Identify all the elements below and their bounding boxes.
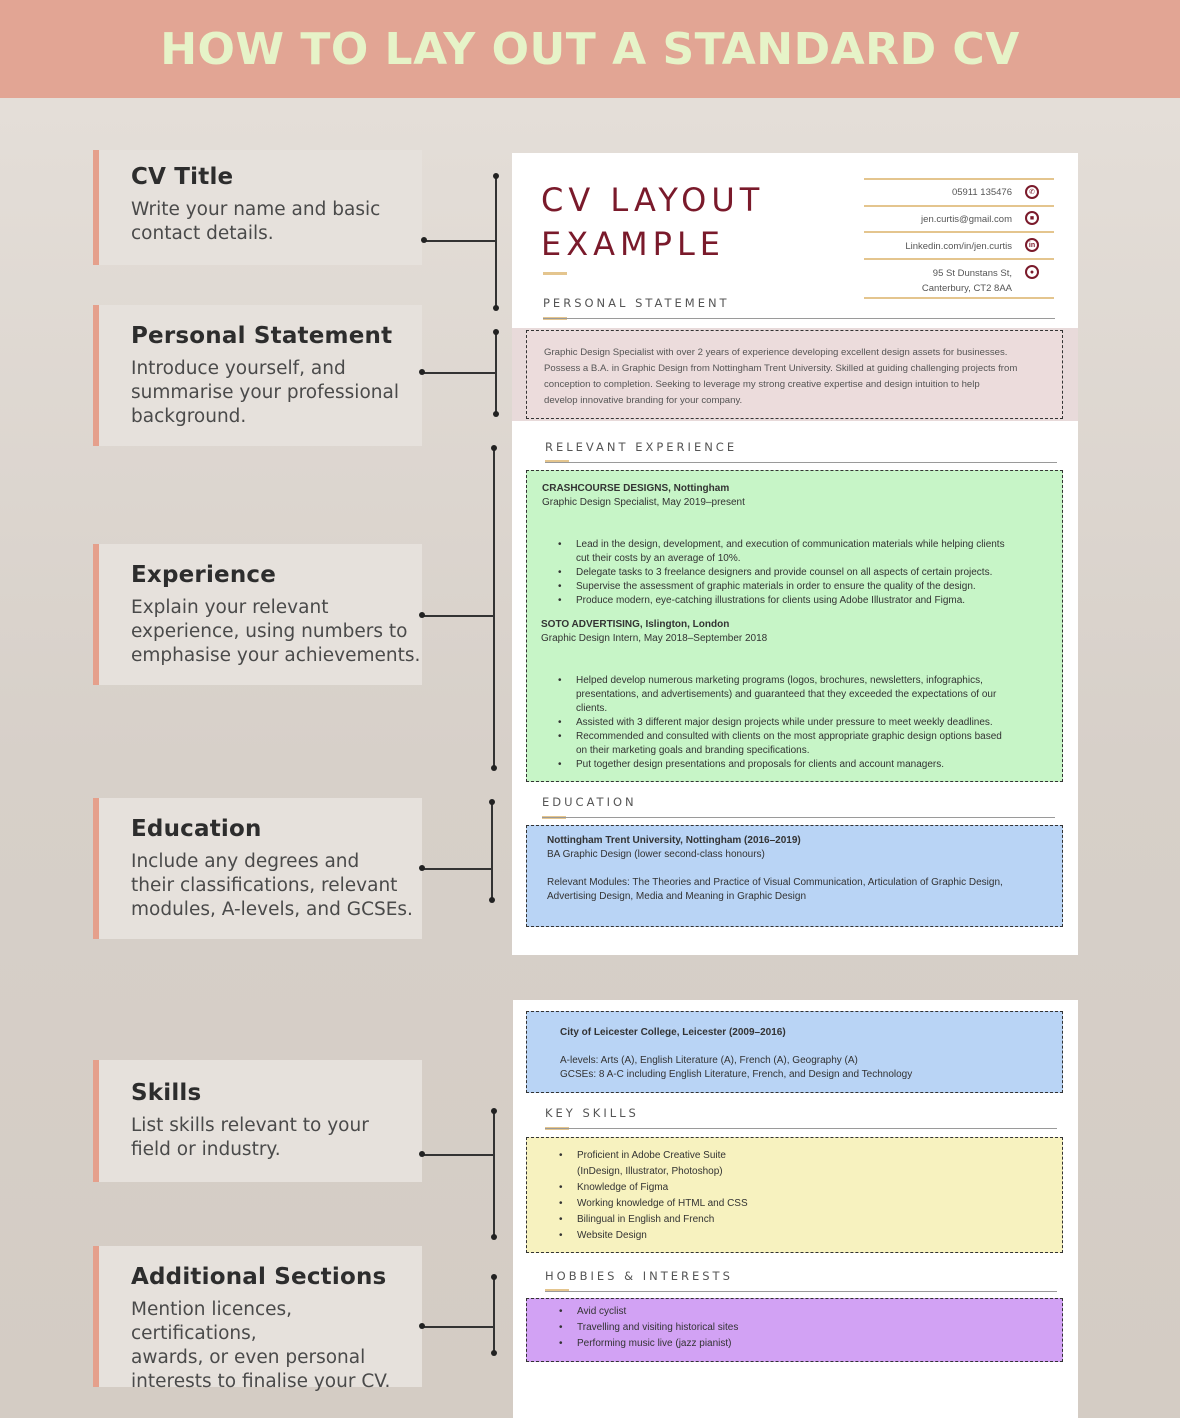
personal-statement-highlight: Graphic Design Specialist with over 2 years of experience developing excellent design assets for businesses. Possess a B.A. in Graphic Design from Nottingham Trent University. Skilled at guiding challenging projects from conception to completion. Seeking to leverage my strong creative expertise and design intuition to help develop innovative branding for your company. [526, 330, 1063, 419]
list-item: • Delegate tasks to 3 freelance designers and provide counsel on all aspects of certain projects. [542, 566, 1062, 580]
card-text: Include any degrees and their classifications, relevant modules, A-levels, and GCSEs. [131, 851, 413, 920]
contact-linkedin: Linkedin.com/in/jen.curtis [905, 241, 1012, 252]
job-role: Graphic Design Intern, May 2018–September 2018 [541, 633, 768, 644]
education-highlight [526, 825, 1063, 927]
list-item: • Helped develop numerous marketing programs (logos, brochures, newsletters, infographics, presentations, and advertisements) and guaranteed that they exceeded the expectations of our clients. [542, 674, 1062, 716]
list-item: • Working knowledge of HTML and CSS [543, 1196, 1062, 1212]
college: City of Leicester College, Leicester (2009–2016) [560, 1027, 786, 1038]
card-text: Explain your relevant experience, using numbers to emphasise your achievements. [131, 597, 421, 666]
list-item: • Produce modern, eye-catching illustrations for clients using Adobe Illustrator and Figma. [542, 594, 1062, 608]
card-text: List skills relevant to your field or industry. [131, 1115, 369, 1160]
card-education [93, 798, 422, 939]
location-icon: ● [1025, 265, 1039, 279]
hobbies-highlight [526, 1298, 1063, 1362]
email-icon: ■ [1025, 211, 1039, 225]
cv-name: CV LAYOUT EXAMPLE [541, 181, 765, 263]
section-title-experience: RELEVANT EXPERIENCE [545, 440, 738, 454]
card-text: Introduce yourself, and summarise your professional background. [131, 358, 399, 427]
card-title: Additional Sections [131, 1264, 387, 1290]
card-text: Write your name and basic contact details. [131, 199, 381, 244]
hobbies-list [543, 1304, 1062, 1352]
job-org: SOTO ADVERTISING, Islington, London [541, 619, 730, 630]
card-title: CV Title [131, 164, 234, 190]
section-rule [543, 318, 1055, 319]
card-skills [93, 1060, 422, 1182]
page-title: HOW TO LAY OUT A STANDARD CV [160, 23, 1020, 75]
university: Nottingham Trent University, Nottingham (2016–2019) [547, 835, 801, 846]
card-title: Experience [131, 562, 277, 588]
card-additional-sections [93, 1246, 422, 1392]
education-continued-highlight [526, 1011, 1063, 1093]
job-bullets [542, 538, 1062, 608]
section-title-education: EDUCATION [542, 795, 637, 809]
experience-highlight [526, 470, 1063, 782]
section-rule [545, 1128, 1057, 1129]
list-item: • Lead in the design, development, and execution of communication materials while helping clients cut their costs by an average of 10%. [542, 538, 1062, 566]
job-org: CRASHCOURSE DESIGNS, Nottingham [542, 483, 730, 494]
name-underline [543, 272, 567, 275]
card-title: Personal Statement [131, 323, 393, 349]
alevels: A-levels: Arts (A), English Literature (A), French (A), Geography (A) [560, 1055, 858, 1066]
card-title: Skills [131, 1080, 202, 1106]
section-title-personal-statement: PERSONAL STATEMENT [543, 296, 730, 310]
card-experience [93, 544, 422, 685]
card-text: Mention licences, certifications, awards, or even personal interests to finalise your CV. [131, 1299, 391, 1392]
card-title: Education [131, 816, 262, 842]
list-item: • Performing music live (jazz pianist) [543, 1336, 1062, 1352]
section-title-skills: KEY SKILLS [545, 1106, 639, 1120]
contact-email: jen.curtis@gmail.com [921, 214, 1012, 225]
skills-highlight [526, 1137, 1063, 1253]
contact-address: 95 St Dunstans St, Canterbury, CT2 8AA [921, 268, 1012, 294]
list-item: • Travelling and visiting historical sites [543, 1320, 1062, 1336]
list-item: • Knowledge of Figma [543, 1180, 1062, 1196]
list-item: • Bilingual in English and French [543, 1212, 1062, 1228]
gcses: GCSEs: 8 A-C including English Literature, French, and Design and Technology [560, 1069, 913, 1080]
phone-icon: ✆ [1025, 185, 1039, 199]
degree: BA Graphic Design (lower second-class honours) [547, 849, 765, 860]
section-rule [545, 462, 1057, 463]
skills-list [543, 1148, 1062, 1244]
job-bullets [542, 674, 1062, 772]
card-cv-title [93, 150, 422, 265]
list-item: • Supervise the assessment of graphic materials in order to ensure the quality of the design. [542, 580, 1062, 594]
job-role: Graphic Design Specialist, May 2019–present [542, 497, 745, 508]
list-item: • Recommended and consulted with clients on the most appropriate graphic design options based on their marketing goals and branding specifications. [542, 730, 1062, 758]
contact-phone: 05911 135476 [951, 187, 1012, 198]
list-item: • Website Design [543, 1228, 1062, 1244]
section-rule [542, 817, 1055, 818]
list-item: • Put together design presentations and proposals for clients and account managers. [542, 758, 1062, 772]
modules: Relevant Modules: The Theories and Practice of Visual Communication, Articulation of Graphic Design, Advertising Design, Media and Meaning in Graphic Design [547, 877, 1003, 902]
list-item: • Assisted with 3 different major design projects while under pressure to meet weekly deadlines. [542, 716, 1062, 730]
linkedin-icon: in [1025, 238, 1039, 252]
card-personal-statement [93, 305, 422, 446]
header-banner [0, 0, 1180, 98]
section-rule [545, 1291, 1057, 1292]
list-item: • Avid cyclist [543, 1304, 1062, 1320]
list-item: • Proficient in Adobe Creative Suite (InDesign, Illustrator, Photoshop) [543, 1148, 1062, 1180]
section-title-hobbies: HOBBIES & INTERESTS [545, 1269, 733, 1283]
